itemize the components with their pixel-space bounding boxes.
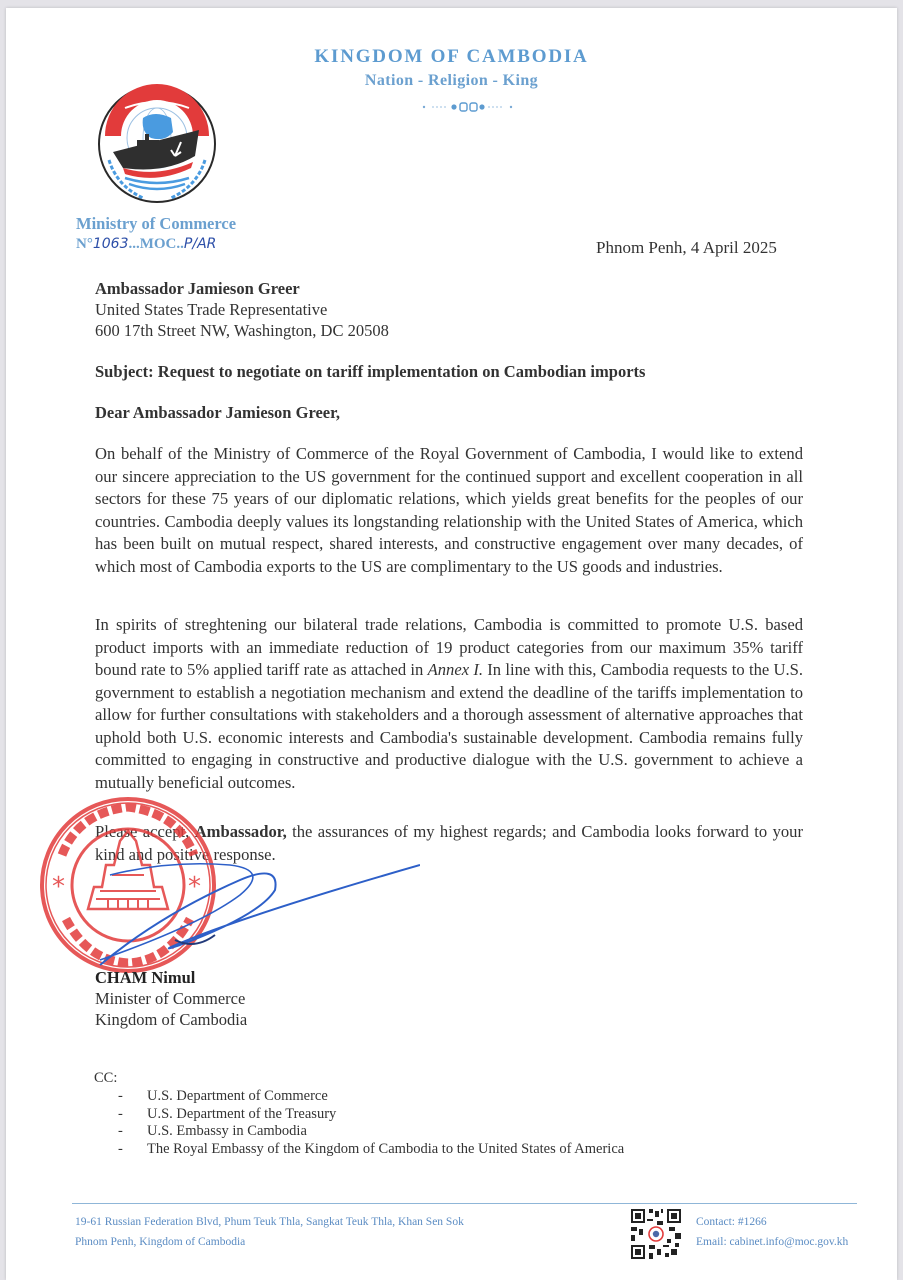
signatory-block [95,988,247,1030]
ref-number: 1063 [92,236,129,252]
signatory-title: Minister of Commerce [95,989,246,1008]
qr-code-icon[interactable] [631,1209,681,1259]
closing-part-b: the assurances of my highest regards; and Cambodia looks forward to your kind and positive response. [95,822,803,864]
signatory-org: Kingdom of Cambodia [95,1010,248,1029]
footer-divider [72,1203,857,1204]
reference-number [76,236,216,253]
recipient-address: 600 17th Street NW, Washington, DC 20508 [95,321,389,340]
country-heading: KINGDOM OF CAMBODIA [314,46,589,67]
cc-list [118,1088,624,1158]
national-motto: Nation - Religion - King [364,72,539,89]
cc-item: - U.S. Department of the Treasury [118,1105,337,1122]
body-paragraph-1: On behalf of the Ministry of Commerce of the Royal Government of Cambodia, I would like to extend our sincere appreciation to the US government for the continued support and excellent cooperation in all sectors for these 75 years of our diplomatic relations, which yields great benefits for the peoples of our countries. Cambodia deeply values its longstanding relationship with the United States of America, which has been built on mutual respect, shared interests, and constructive engagement over many decades, of which most of Cambodia exports to the US are complimentary to the US goods and industries. [95,444,803,576]
letter-date: Phnom Penh, 4 April 2025 [596,238,777,257]
svg-text:*: * [188,872,201,902]
closing-ambassador: Ambassador, [194,822,287,841]
recipient-block [95,278,389,341]
contact-number: Contact: #1266 [696,1216,767,1228]
paragraph-2-part-b: In line with this, Cambodia requests to the U.S. government to establish a negotiation mechanism and extend the deadline of the tariffs implementation to allow for further consultations with stakeholders and a thorough assessment of alternative approaches that uphold both U.S. economic interests and Cambodia's sustainable development. Cambodia remains fully committed to engaging in constructive and productive dialogue with the U.S. government to achieve a mutually beneficial outcomes. [95,660,803,792]
ministry-name: Ministry of Commerce [76,214,237,233]
paragraph-2-part-a: In spirits of streghtening our bilateral trade relations, Cambodia is committed to promote U.S. based product imports with an immediate reduction of 19 product categories from our maximum 35% tariff bound rate to 5% applied tariff rate as attached in [95,615,803,679]
body-paragraph-2 [95,614,803,794]
ref-suffix: P/AR [183,236,217,252]
recipient-name: Ambassador Jamieson Greer [95,279,300,298]
closing-part-a: Please accept, [95,822,195,841]
cc-item: - U.S. Embassy in Cambodia [118,1123,307,1139]
cc-item: - The Royal Embassy of the Kingdom of Cambodia to the United States of America [118,1140,625,1157]
footer-contact [696,1212,848,1252]
footer-address [75,1212,464,1252]
cc-item: - U.S. Department of Commerce [118,1088,328,1104]
contact-email[interactable]: Email: cabinet.info@moc.gov.kh [696,1236,849,1248]
footer-address-line-1: 19-61 Russian Federation Blvd, Phum Teuk Thla, Sangkat Teuk Thla, Khan Sen Sok [75,1216,464,1228]
annex-reference: Annex I. [427,660,484,679]
cc-label: CC: [94,1070,118,1086]
ornament-divider-icon [418,100,518,114]
ministry-emblem-icon [95,82,219,206]
ref-prefix: N° [76,236,93,252]
signatory-name: CHAM Nimul [95,968,196,987]
recipient-title: United States Trade Representative [95,300,328,319]
svg-text:*: * [52,872,65,902]
salutation: Dear Ambassador Jamieson Greer, [95,403,341,422]
handwritten-signature-icon [80,835,420,985]
ref-middle: ...MOC.. [128,236,184,252]
subject-line: Subject: Request to negotiate on tariff implementation on Cambodian imports [95,362,646,381]
footer-address-line-2: Phnom Penh, Kingdom of Cambodia [75,1236,246,1248]
